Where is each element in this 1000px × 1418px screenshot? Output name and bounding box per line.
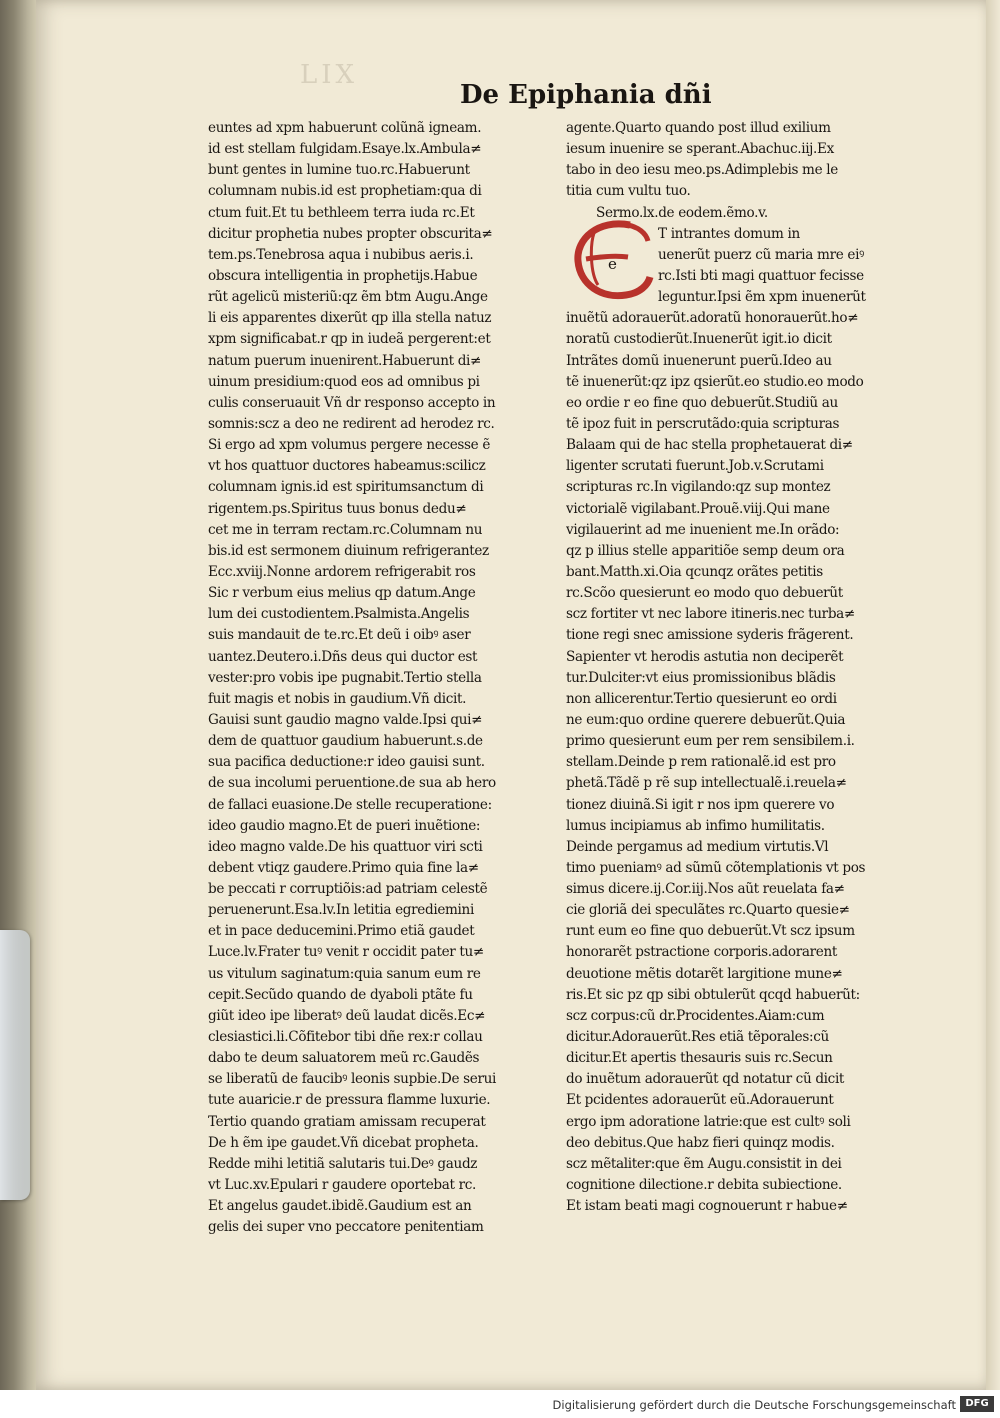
text-line: suis mandauit de te.rc.Et deũ i oibꝰ aser [208,627,471,644]
text-line: ergo ipm adoratione latrie:que est cultꝰ soli [566,1113,851,1130]
text-line: cie gloriã dei speculãtes rc.Quarto quesie≠ [566,902,850,919]
text-line: honorarẽt pstractione corporis.adorarent [566,944,837,961]
text-line: se liberatũ de faucibꝰ leonis supbie.De serui [208,1071,497,1088]
text-line: non allicerentur.Tertio quesierunt eo ordi [566,690,837,707]
text-line: rigentem.ps.Spiritus tuus bonus dedu≠ [208,500,467,517]
text-line: lumus incipiamus ab infimo humilitatis. [566,817,825,834]
text-line: Sapienter vt herodis astutia non deciperẽt [566,648,844,665]
text-line: natum puerum inuenirent.Habuerunt di≠ [208,352,482,369]
text-line: vigilauerint ad me inuenient me.In orãdo: [566,521,840,538]
folio-number: LIX [300,60,359,90]
next-page-edge [986,0,1000,1390]
text-line: Redde mihi letitiã salutaris tui.Deꝰ gaudz [208,1155,478,1172]
text-line: tute auaricie.r de pressura flamme luxurie. [208,1092,491,1109]
text-line: gelis dei super vno peccatore penitentiam [208,1219,484,1236]
text-line: tẽ ipoz fuit in perscrutãdo:quia scripturas [566,415,840,432]
text-line: T intrantes domum in [658,225,800,242]
text-line: cognitione dilectione.r debita subiectione. [566,1177,842,1194]
page-clip [0,930,30,1200]
text-line: deo debitus.Que habz fieri quinqz modis. [566,1134,835,1151]
text-line: ctum fuit.Et tu bethleem terra iuda rc.Et [208,204,475,221]
text-line: agente.Quarto quando post illud exilium [566,120,831,136]
text-line: scripturas rc.In vigilando:qz sup montez [566,479,831,496]
text-line: xpm significabat.r qp in iudeã pergerent:et [208,331,491,348]
text-line: uinum presidium:quod eos ad omnibus pi [208,373,480,390]
text-line: scz fortiter vt nec labore itineris.nec turba≠ [566,606,855,623]
text-line: tabo in deo iesu meo.ps.Adimplebis me le [566,162,838,179]
text-line: obscura intelligentia in prophetijs.Habue [208,267,478,284]
text-line: peruenerunt.Esa.lv.In letitia egrediemini [208,902,474,919]
text-line: ne eum:quo ordine querere debuerũt.Quia [566,711,846,728]
text-line: stellam.Deinde p rem rationalẽ.id est pro [566,754,836,771]
text-line: De h ẽm ipe gaudet.Vñ dicebat propheta. [208,1134,479,1151]
text-line: be peccati r corruptiõis:ad patriam celestẽ [208,881,488,898]
text-line: Luce.lv.Frater tuꝰ venit r occidit pater tu≠ [208,944,484,961]
text-line: vt hos quattuor ductores habeamus:scilicz [208,458,486,475]
text-line: uenerũt puerz cũ maria mre eiꝰ [658,246,864,263]
text-line: dicitur.Adorauerũt.Res etiã tẽporales:cũ [566,1029,829,1046]
text-line: uantez.Deutero.i.Dñs deus qui ductor est [208,648,478,665]
text-line: Ecc.xviij.Nonne ardorem refrigerabit ros [208,563,476,580]
text-line: bunt gentes in lumine tuo.rc.Habuerunt [208,162,470,179]
text-line: Si ergo ad xpm volumus pergere necesse ẽ [208,437,491,454]
text-line: ligenter scrutati fuerunt.Job.v.Scrutami [566,458,824,475]
text-line: Et istam beati magi cognouerunt r habue≠ [566,1198,848,1215]
text-line: columnam nubis.id est prophetiam:qua di [208,183,482,200]
text-line: Tertio quando gratiam amissam recuperat [208,1113,486,1130]
text-line: ris.Et sic pz qp sibi obtulerũt qcqd habuerũt: [566,986,860,1003]
text-line: giũt ideo ipe liberatꝰ deũ laudat dicẽs.Ec≠ [208,1007,486,1024]
text-line: runt eum eo fine quo debuerũt.Vt scz ipsum [566,923,855,940]
text-line: cet me in terram rectam.rc.Columnam nu [208,521,483,538]
text-line: Gauisi sunt gaudio magno valde.Ipsi qui≠ [208,711,483,728]
text-line: id est stellam fulgidam.Esaye.lx.Ambula≠ [208,141,482,158]
text-line: somnis:scz a deo ne redirent ad herodez rc. [208,415,495,432]
text-line: ideo gaudio magno.Et de pueri inuẽtione: [208,817,481,834]
funding-notice: Digitalisierung gefördert durch die Deutsche Forschungsgemeinschaft [552,1398,956,1412]
right-column-body [566,308,908,1217]
footer-bar [0,1392,1000,1418]
text-line: dabo te deum saluatorem meũ rc.Gaudẽs [208,1050,480,1067]
text-line: rũt agelicũ misteriũ:qz ẽm btm Augu.Ange [208,289,488,306]
text-line: tur.Dulciter:vt eius promissionibus blãdis [566,669,836,686]
text-line: vester:pro vobis ipe pugnabit.Tertio stella [208,669,482,686]
text-line: li eis apparentes dixerũt qp illa stella natuz [208,310,492,327]
text-line: euntes ad xpm habuerunt colũnã igneam. [208,120,482,136]
text-line: us vitulum saginatum:quia sanum eum re [208,965,481,982]
text-line: tẽ inuenerũt:qz ipz qsierũt.eo studio.eo modo [566,373,864,390]
text-line: Intrãtes domũ inuenerunt puerũ.Ideo au [566,352,832,369]
text-line: debent vtiqz gaudere.Primo quia fine la≠ [208,859,479,876]
text-line: scz corpus:cũ dr.Procidentes.Aiam:cum [566,1007,825,1024]
text-line: et in pace deducemini.Primo etiã gaudet [208,923,475,940]
left-text-column [208,118,553,1238]
text-line: rc.Isti bti magi quattuor fecisse [658,267,864,284]
text-line: lum dei custodientem.Psalmista.Angelis [208,606,470,623]
text-line: dicitur prophetia nubes propter obscurita≠ [208,225,493,242]
text-line: de sua incolumi peruentione.de sua ab hero [208,775,496,792]
text-line: timo pueniamꝰ ad sũmũ cõtemplationis vt pos [566,859,866,876]
text-line: tem.ps.Tenebrosa aqua i nubibus aeris.i. [208,246,474,263]
drop-cap-initial [568,215,658,303]
text-line: bant.Matth.xi.Oia qcunqz orãtes petitis [566,563,823,580]
text-line: qz p illius stelle apparitiõe semp deum ora [566,542,845,559]
text-line: iesum inuenire se sperant.Abachuc.iij.Ex [566,141,834,158]
text-line: bis.id est sermonem diuinum refrigerantez [208,542,489,559]
text-line: titia cum vultu tuo. [566,183,691,200]
drop-cap-guide-letter: e [608,255,617,273]
text-line: simus dicere.ij.Cor.iij.Nos aũt reuelata fa≠ [566,881,845,898]
text-line: rc.Scõo quesierunt eo modo quo debuerũt [566,585,843,602]
text-line: Et pcidentes adorauerũt eũ.Adorauerunt [566,1092,834,1109]
text-line: eo ordie r eo fine quo debuerũt.Studiũ au [566,394,838,411]
text-line: leguntur.Ipsi ẽm xpm inuenerũt [658,289,866,306]
text-line: primo quesierunt eum per rem sensibilem.i. [566,733,855,750]
text-line: tionez diuinã.Si igit r nos ipm querere vo [566,796,835,813]
running-head: De Epiphania dñi [460,80,712,110]
text-line: Et angelus gaudet.ibidẽ.Gaudium est an [208,1198,472,1215]
text-line: phetã.Tãdẽ p rẽ sup intellectualẽ.i.reuela≠ [566,775,847,792]
sermon-title: Sermo.lx.de eodem.ẽmo.v. [596,204,768,221]
text-line: Balaam qui de hac stella prophetauerat di≠ [566,437,853,454]
text-line: columnam ignis.id est spiritumsanctum di [208,479,484,496]
text-line: noratũ custodierũt.Inuenerũt igit.io dicit [566,331,832,348]
text-line: fuit magis et nobis in gaudium.Vñ dicit. [208,690,467,707]
dfg-logo: DFG [960,1396,994,1412]
text-line: ideo magno valde.De his quattuor viri scti [208,838,483,855]
text-line: dicitur.Et apertis thesauris suis rc.Secun [566,1050,833,1067]
text-line: tione regi snec amissione syderis frãgerent. [566,627,854,644]
text-line: sua pacifica deductione:r ideo gauisi sunt. [208,754,485,771]
text-line: deuotione mẽtis dotarẽt largitione mune≠ [566,965,843,982]
text-line: inuẽtũ adorauerũt.adoratũ honorauerũt.ho≠ [566,310,859,327]
text-line: scz mẽtaliter:que ẽm Augu.consistit in dei [566,1155,842,1172]
text-line: victorialẽ vigilabant.Prouẽ.viij.Qui mane [566,500,830,517]
text-line: cepit.Secũdo quando de dyaboli ptãte fu [208,986,473,1003]
text-line: Sic r verbum eius melius qp datum.Ange [208,585,476,602]
text-line: clesiastici.li.Cõfitebor tibi dñe rex:r collau [208,1029,483,1046]
text-line: dem de quattuor gaudium habuerunt.s.de [208,733,483,750]
text-line: Deinde pergamus ad medium virtutis.Vl [566,838,829,855]
text-line: culis conseruauit Vñ dr responso accepto in [208,394,496,411]
text-line: do inuẽtum adorauerũt qd notatur cũ dicit [566,1071,845,1088]
right-column-top [566,118,908,203]
text-line: de fallaci euasione.De stelle recuperatione: [208,796,492,813]
text-line: vt Luc.xv.Epulari r gaudere oportebat rc. [208,1177,476,1194]
